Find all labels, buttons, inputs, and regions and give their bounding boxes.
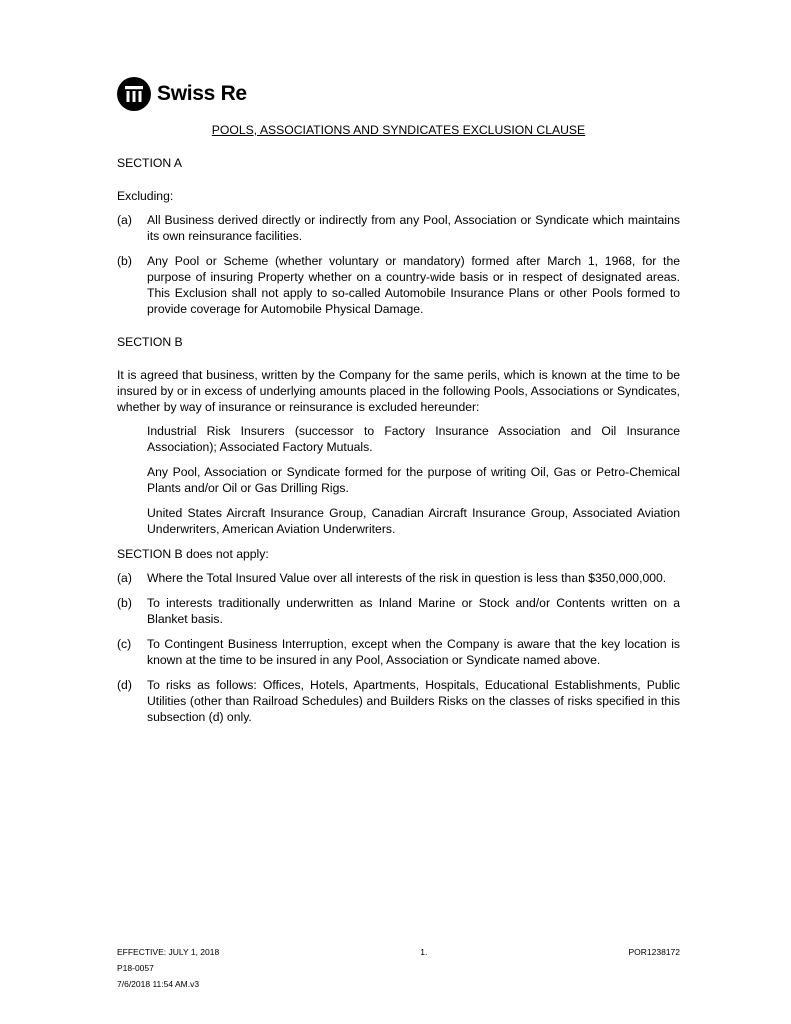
- item-text: To risks as follows: Offices, Hotels, Apartments, Hospitals, Educational Establishments, Public Utilities (other than Railroad Schedules) and Builders Risks on the classes of risks specified in this subsection (d) only.: [147, 678, 680, 724]
- section-a-item: [117, 212, 680, 244]
- section-b-item: [117, 636, 680, 668]
- item-text: Any Pool or Scheme (whether voluntary or mandatory) formed after March 1, 1968, for the purpose of insuring Property whether on a country-wide basis or in respect of designated areas. This Exclusion shall not apply to so-called Automobile Insurance Plans or other Pools formed to provide coverage for Automobile Physical Damage.: [147, 254, 680, 316]
- section-b-heading: SECTION B: [117, 335, 183, 349]
- item-text: Where the Total Insured Value over all interests of the risk in question is less than $350,000,000.: [147, 571, 667, 585]
- item-label: (b): [117, 254, 132, 268]
- footer-row: [117, 944, 680, 960]
- section-b-item: [117, 570, 680, 586]
- item-label: (a): [117, 571, 132, 585]
- pool-entry: Any Pool, Association or Syndicate formed for the purpose of writing Oil, Gas or Petro-Chemical Plants and/or Oil or Gas Drilling Rigs.: [147, 465, 680, 495]
- effective-date: EFFECTIVE: JULY 1, 2018: [117, 947, 220, 957]
- swiss-re-logo: [117, 76, 247, 112]
- item-label: (b): [117, 596, 132, 610]
- page-footer: [117, 944, 680, 992]
- form-code: P18-0057: [117, 963, 154, 973]
- pool-entry: Industrial Risk Insurers (successor to Factory Insurance Association and Oil Insurance Association); Associated Factory Mutuals.: [147, 424, 680, 454]
- logo-text: Swiss Re: [157, 82, 247, 105]
- section-a-item: [117, 253, 680, 317]
- document-reference: POR1238172: [628, 947, 680, 957]
- section-b-item: [117, 677, 680, 725]
- pool-entry: United States Aircraft Insurance Group, Canadian Aircraft Insurance Group, Associated Aviation Underwriters, American Aviation Underwriters.: [147, 506, 680, 536]
- document-body: [117, 122, 680, 734]
- item-label: (a): [117, 213, 132, 227]
- section-b-intro: It is agreed that business, written by the Company for the same perils, which is known at the time to be insured by or in excess of underlying amounts placed in the following Pools, Associations or Syndicates, whether by way of insurance or reinsurance is excluded hereunder:: [117, 368, 680, 414]
- document-title: POOLS, ASSOCIATIONS AND SYNDICATES EXCLUSION CLAUSE: [211, 123, 586, 137]
- item-label: (d): [117, 678, 132, 692]
- section-a-intro: Excluding:: [117, 189, 174, 203]
- section-a-heading: SECTION A: [117, 156, 183, 170]
- item-text: All Business derived directly or indirectly from any Pool, Association or Syndicate which maintains its own reinsurance facilities.: [147, 213, 680, 243]
- section-b-item: [117, 595, 680, 627]
- section-b-not-apply: SECTION B does not apply:: [117, 547, 269, 561]
- item-text: To interests traditionally underwritten as Inland Marine or Stock and/or Contents written on a Blanket basis.: [147, 596, 680, 626]
- timestamp: 7/6/2018 11:54 AM.v3: [117, 979, 200, 989]
- page-number: 1.: [420, 947, 428, 957]
- item-text: To Contingent Business Interruption, except when the Company is aware that the key location is known at the time to be insured in any Pool, Association or Syndicate named above.: [147, 637, 680, 667]
- swiss-re-logo-icon: [117, 77, 151, 111]
- item-label: (c): [117, 637, 132, 651]
